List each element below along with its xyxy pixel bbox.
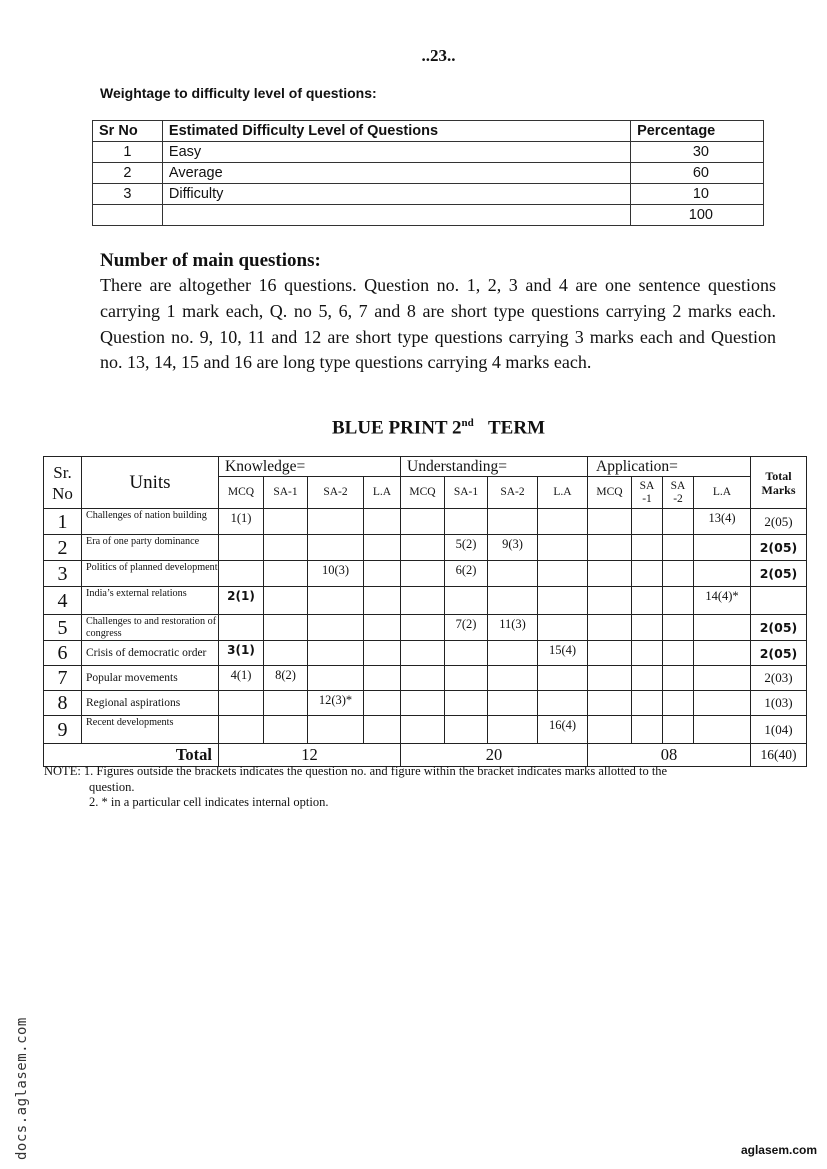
question-cell	[632, 691, 663, 716]
blueprint-header-groups	[44, 457, 807, 477]
unit-cell: Recent developments	[82, 716, 219, 744]
row-total-cell: 2(05)	[751, 615, 807, 641]
question-cell	[401, 641, 445, 666]
question-cell	[663, 561, 694, 587]
percentage-cell: 30	[631, 142, 764, 163]
sr-cell: 1	[44, 509, 82, 535]
header-understanding: Understanding=	[401, 457, 588, 477]
header-total-marks: Total Marks	[751, 457, 807, 509]
question-cell	[308, 615, 364, 641]
question-cell	[264, 641, 308, 666]
question-cell	[632, 587, 663, 615]
question-cell: 13(4)	[694, 509, 751, 535]
header-sr-no: Sr No	[93, 121, 163, 142]
weightage-title: Weightage to difficulty level of questions:	[100, 85, 377, 101]
question-cell	[588, 666, 632, 691]
question-cell	[308, 666, 364, 691]
question-cell	[219, 615, 264, 641]
question-cell	[663, 615, 694, 641]
header-percentage: Percentage	[631, 121, 764, 142]
question-cell	[364, 615, 401, 641]
percentage-cell: 10	[631, 184, 764, 205]
question-cell	[538, 691, 588, 716]
table-row	[93, 184, 764, 205]
header-sr-no: Sr. No	[44, 457, 82, 509]
unit-cell: Challenges of nation building	[82, 509, 219, 535]
question-cell	[264, 509, 308, 535]
question-cell	[538, 561, 588, 587]
question-cell	[445, 509, 488, 535]
question-cell: 7(2)	[445, 615, 488, 641]
question-cell	[264, 535, 308, 561]
question-cell	[588, 535, 632, 561]
question-cell	[445, 666, 488, 691]
blueprint-row	[44, 587, 807, 615]
question-cell	[632, 716, 663, 744]
question-cell: 11(3)	[488, 615, 538, 641]
main-questions-title: Number of main questions:	[100, 250, 321, 271]
question-cell: 12(3)*	[308, 691, 364, 716]
question-cell	[663, 691, 694, 716]
question-cell	[219, 716, 264, 744]
question-cell	[308, 535, 364, 561]
notes	[44, 764, 784, 811]
question-cell	[488, 716, 538, 744]
question-cell	[308, 509, 364, 535]
question-cell	[308, 641, 364, 666]
total-understanding: 20	[401, 744, 588, 767]
level-cell: Difficulty	[162, 184, 630, 205]
row-total-cell: 2(05)	[751, 561, 807, 587]
question-cell	[663, 716, 694, 744]
table-row	[93, 163, 764, 184]
question-cell	[694, 641, 751, 666]
question-cell	[488, 587, 538, 615]
sr-cell: 3	[93, 184, 163, 205]
question-cell	[401, 666, 445, 691]
question-cell	[538, 535, 588, 561]
level-cell: Easy	[162, 142, 630, 163]
question-cell: 3(1)	[219, 641, 264, 666]
sr-cell: 3	[44, 561, 82, 587]
question-cell	[488, 666, 538, 691]
question-cell	[364, 716, 401, 744]
sr-cell: 8	[44, 691, 82, 716]
question-cell	[632, 641, 663, 666]
question-cell	[588, 691, 632, 716]
header-u-mcq: MCQ	[401, 477, 445, 509]
question-cell: 4(1)	[219, 666, 264, 691]
question-cell	[488, 641, 538, 666]
blueprint-row	[44, 691, 807, 716]
question-cell	[364, 666, 401, 691]
blueprint-row	[44, 561, 807, 587]
header-application: Application=	[588, 457, 751, 477]
question-cell	[663, 509, 694, 535]
question-cell	[364, 535, 401, 561]
row-total-cell: 2(05)	[751, 641, 807, 666]
question-cell: 6(2)	[445, 561, 488, 587]
question-cell	[694, 615, 751, 641]
unit-cell: Regional aspirations	[82, 691, 219, 716]
percentage-total-cell: 100	[631, 205, 764, 226]
blueprint-row	[44, 615, 807, 641]
question-cell	[264, 561, 308, 587]
note-1: NOTE: 1. Figures outside the brackets indicates the question no. and figure within the bracket indicates marks allotted to the	[44, 764, 668, 778]
question-cell	[663, 535, 694, 561]
question-cell: 14(4)*	[694, 587, 751, 615]
question-cell	[308, 716, 364, 744]
question-cell	[694, 691, 751, 716]
question-cell	[364, 587, 401, 615]
row-total-cell: 2(03)	[751, 666, 807, 691]
row-total-cell: 2(05)	[751, 535, 807, 561]
question-cell	[401, 691, 445, 716]
blueprint-title-end: TERM	[488, 417, 545, 439]
question-cell	[264, 691, 308, 716]
question-cell	[588, 587, 632, 615]
row-total-cell: 1(04)	[751, 716, 807, 744]
question-cell	[364, 509, 401, 535]
question-cell	[663, 666, 694, 691]
question-cell	[264, 587, 308, 615]
header-a-sa2: SA -2	[663, 477, 694, 509]
total-knowledge: 12	[219, 744, 401, 767]
header-a-sa1: SA -1	[632, 477, 663, 509]
question-cell	[308, 587, 364, 615]
sr-cell: 7	[44, 666, 82, 691]
header-a-mcq: MCQ	[588, 477, 632, 509]
header-difficulty-level: Estimated Difficulty Level of Questions	[162, 121, 630, 142]
total-marks: 16(40)	[751, 744, 807, 767]
question-cell: 15(4)	[538, 641, 588, 666]
question-cell	[588, 716, 632, 744]
sr-cell: 6	[44, 641, 82, 666]
header-k-sa1: SA-1	[264, 477, 308, 509]
header-a-la: L.A	[694, 477, 751, 509]
weightage-table	[92, 120, 764, 226]
question-cell	[632, 509, 663, 535]
question-cell	[694, 666, 751, 691]
blueprint-title	[0, 417, 827, 439]
question-cell	[694, 561, 751, 587]
question-cell	[632, 615, 663, 641]
blueprint-row	[44, 666, 807, 691]
question-cell	[632, 535, 663, 561]
question-cell	[663, 587, 694, 615]
unit-cell: Crisis of democratic order	[82, 641, 219, 666]
row-total-cell: 2(05)	[751, 509, 807, 535]
question-cell	[445, 691, 488, 716]
blueprint-table	[43, 456, 807, 767]
total-application: 08	[588, 744, 751, 767]
percentage-cell: 60	[631, 163, 764, 184]
blueprint-row	[44, 641, 807, 666]
unit-cell: Era of one party dominance	[82, 535, 219, 561]
blueprint-row	[44, 716, 807, 744]
question-cell	[401, 615, 445, 641]
question-cell: 9(3)	[488, 535, 538, 561]
question-cell	[219, 535, 264, 561]
question-cell	[632, 561, 663, 587]
question-cell	[401, 561, 445, 587]
question-cell	[588, 561, 632, 587]
question-cell: 16(4)	[538, 716, 588, 744]
header-k-mcq: MCQ	[219, 477, 264, 509]
question-cell	[264, 716, 308, 744]
header-u-la: L.A	[538, 477, 588, 509]
header-units: Units	[82, 457, 219, 509]
main-questions-body: There are altogether 16 questions. Question no. 1, 2, 3 and 4 are one sentence questions carrying 1 mark each, Q. no 5, 6, 7 and 8 are short type questions carrying 2 marks each. Question no. 9, 10, 11 and 12 are short type questions carrying 3 marks each and Question no. 13, 14, 15 and 16 are long type questions carrying 4 marks each.	[100, 275, 776, 373]
sr-cell: 2	[44, 535, 82, 561]
header-u-sa2: SA-2	[488, 477, 538, 509]
question-cell	[538, 509, 588, 535]
page-number: ..23..	[421, 46, 456, 65]
question-cell: 10(3)	[308, 561, 364, 587]
sr-cell	[93, 205, 163, 226]
question-cell	[538, 666, 588, 691]
weightage-header-row	[93, 121, 764, 142]
question-cell	[488, 509, 538, 535]
question-cell	[588, 615, 632, 641]
sr-cell: 4	[44, 587, 82, 615]
level-cell	[162, 205, 630, 226]
unit-cell: Popular movements	[82, 666, 219, 691]
blueprint-row	[44, 535, 807, 561]
row-total-cell: 1(03)	[751, 691, 807, 716]
question-cell	[219, 561, 264, 587]
table-row-total	[93, 205, 764, 226]
question-cell	[694, 716, 751, 744]
blueprint-title-sup: nd	[461, 417, 474, 429]
question-cell: 5(2)	[445, 535, 488, 561]
unit-cell: Politics of planned development	[82, 561, 219, 587]
question-cell	[488, 691, 538, 716]
header-u-sa1: SA-1	[445, 477, 488, 509]
sr-cell: 9	[44, 716, 82, 744]
question-cell	[401, 587, 445, 615]
question-cell	[219, 691, 264, 716]
question-cell	[445, 716, 488, 744]
unit-cell: India’s external relations	[82, 587, 219, 615]
question-cell	[364, 561, 401, 587]
blueprint-body	[44, 509, 807, 744]
sr-cell: 1	[93, 142, 163, 163]
question-cell	[401, 535, 445, 561]
table-row	[93, 142, 764, 163]
question-cell	[364, 641, 401, 666]
level-cell: Average	[162, 163, 630, 184]
question-cell	[632, 666, 663, 691]
header-knowledge: Knowledge=	[219, 457, 401, 477]
header-k-la: L.A	[364, 477, 401, 509]
question-cell	[694, 535, 751, 561]
question-cell	[538, 615, 588, 641]
footer-watermark: aglasem.com	[740, 1143, 817, 1157]
blueprint-row	[44, 509, 807, 535]
header-k-sa2: SA-2	[308, 477, 364, 509]
blueprint-title-main: BLUE PRINT 2	[331, 417, 462, 439]
question-cell	[588, 641, 632, 666]
sr-cell: 2	[93, 163, 163, 184]
question-cell	[538, 587, 588, 615]
question-cell: 2(1)	[219, 587, 264, 615]
question-cell: 1(1)	[219, 509, 264, 535]
question-cell: 8(2)	[264, 666, 308, 691]
question-cell	[445, 587, 488, 615]
total-label: Total	[44, 744, 219, 767]
question-cell	[445, 641, 488, 666]
note-1-continued: question.	[89, 779, 135, 794]
question-cell	[264, 615, 308, 641]
question-cell	[663, 641, 694, 666]
question-cell	[364, 691, 401, 716]
side-watermark: docs.aglasem.com	[14, 1017, 30, 1160]
question-cell	[588, 509, 632, 535]
sr-cell: 5	[44, 615, 82, 641]
row-total-cell	[751, 587, 807, 615]
question-cell	[401, 509, 445, 535]
note-2: 2. * in a particular cell indicates internal option.	[89, 795, 329, 809]
question-cell	[401, 716, 445, 744]
question-cell	[488, 561, 538, 587]
unit-cell: Challenges to and restoration of congress	[82, 615, 219, 641]
